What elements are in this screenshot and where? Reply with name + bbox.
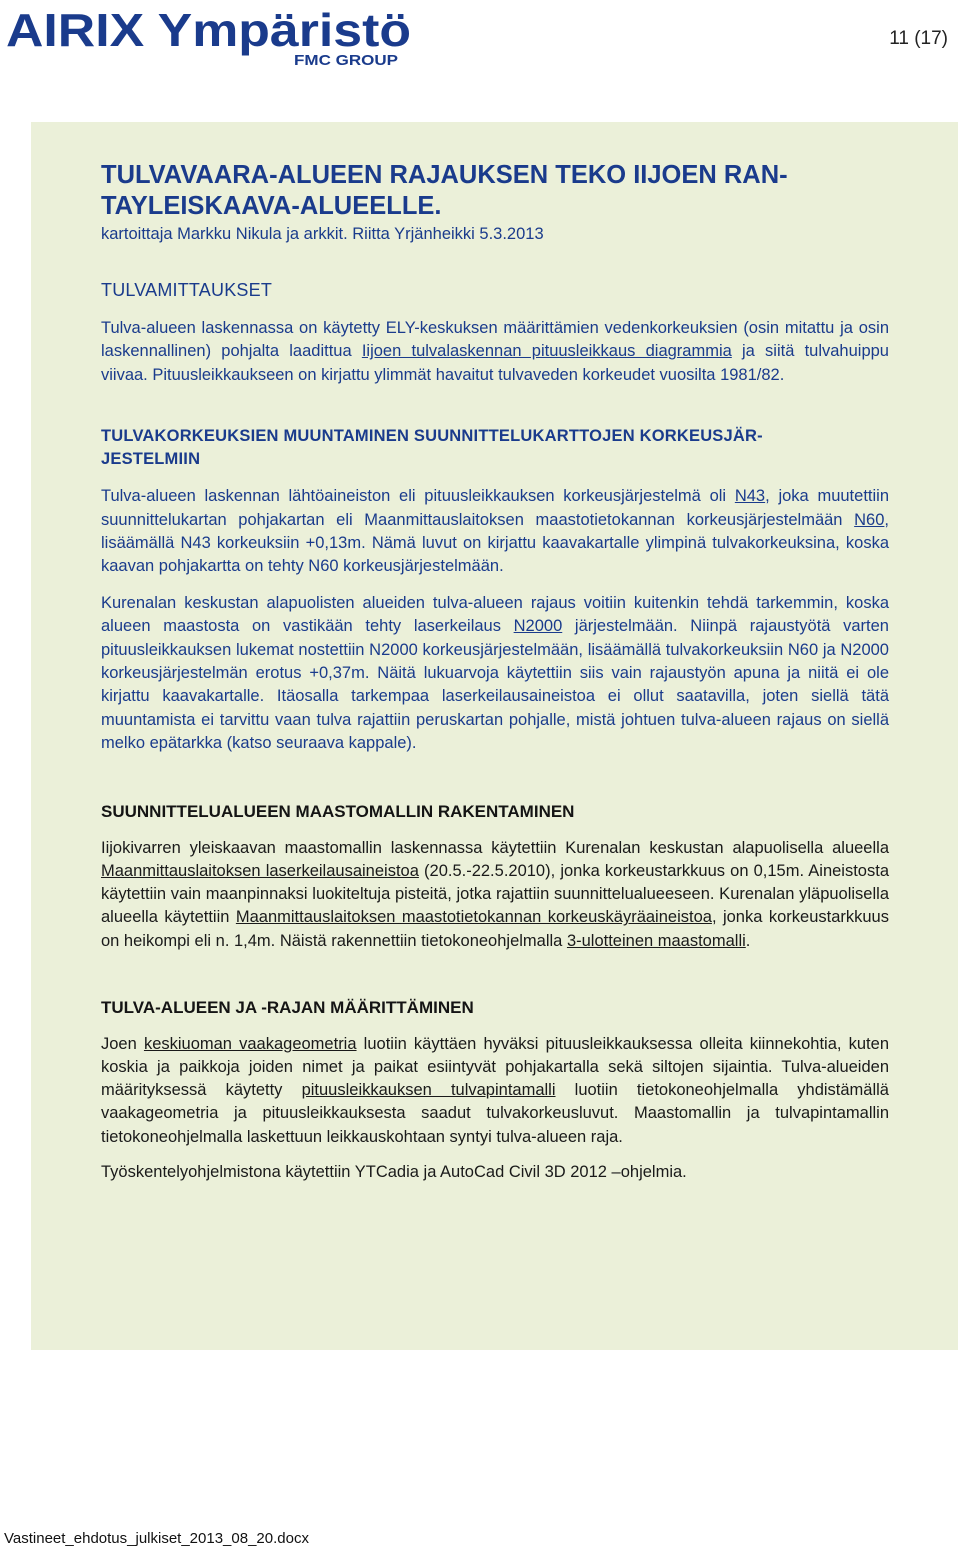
paragraph: Kurenalan keskustan alapuolisten alueiden tulva-alueen rajaus voitiin kuitenkin tehdä tarkemmin, koska alueen maastosta on vastikään tehty laserkeilaus N2000 järjestelmään. Niinpä rajaustyötä varten pituusleikkauksen lukemat nostettiin N2000 korkeusjärjestelmään, lisäämällä tulvakorkeuksiin N60 ja N2000 korkeusjärjestelmän erotus +0,37m. Näitä lukuarvoja käytettiin siis vain rajaustyön apuna ja niitä ei ole kirjattu kaavakartalle. Itäosalla tarkempaa laserkeilausaineistoa ei ollut saatavilla, joten siellä tätä muuntamista ei tarvittu vaan tulva rajattiin peruskartan pohjalle, mistä johtuen tulva-alueen rajaus on siellä melko epätarkka (katso seuraava kappale). [101,593,889,753]
title-block [101,160,889,246]
doc-title-line2: TAYLEISKAAVA-ALUEELLE. [101,192,442,220]
paragraph: Tulva-alueen laskennassa on käytetty ELY-keskuksen määrittämien vedenkorkeuksien (osin mitattu ja osin laskennallinen) pohjalta laadittua Iijoen tulvalaskennan pituusleikkaus diagrammia ja siitä tulvahuippu viivaa. Pituusleikkaukseen on kirjattu ylimmät havaitut tulvaveden korkeudet vuosilta 1981/82. [101,319,889,384]
page-number: 11 (17) [889,28,948,49]
footer-filename: Vastineet_ehdotus_julkiset_2013_08_20.docx [4,1530,309,1547]
section-heading: SUUNNITTELUALUEEN MAASTOMALLIN RAKENTAMINEN [101,801,575,821]
paragraph: Työskentelyohjelmistona käytettiin YTCadia ja AutoCad Civil 3D 2012 –ohjelmia. [101,1162,687,1181]
section-korkeusjarjestelmat [101,425,889,755]
paragraph: Joen keskiuoman vaakageometria luotiin käyttäen hyväksi pituusleikkauksessa olleita kiinnekohtia, kuten koskia ja paikkoja joiden nimet ja paikat esiintyvät pohjakartalla sekä siltojen sijaintia. Tulva-alueiden määrityksessä käytetty pituusleikkauksen tulvapintamalli luotiin tietokoneohjelmalla yhdistämällä vaakageometria ja pituusleikkauksesta saadut tulvakorkeusluvut. Maastomallin ja tulvapintamallin tietokoneohjelmalla laskettuun leikkauskohtaan syntyi tulva-alueen raja. [101,1034,889,1146]
section-maastomalli [101,801,889,953]
logo-main-text: AIRIX Ympäristö [6,4,411,56]
document-body [101,160,889,1184]
doc-subtitle: kartoittaja Markku Nikula ja arkkit. Riitta Yrjänheikki 5.3.2013 [101,225,544,243]
section-heading: TULVAKORKEUKSIEN MUUNTAMINEN SUUNNITTELUKARTTOJEN KORKEUSJÄR- JESTELMIIN [101,427,763,469]
section-tulvamittaukset [101,280,889,387]
paragraph: Tulva-alueen laskennan lähtöaineiston eli pituusleikkauksen korkeusjärjestelmä oli N43, joka muutettiin suunnittelukartan pohjakartan eli Maanmittauslaitoksen maastotietokannan korkeusjärjestelmään N60, lisäämällä N43 korkeuksiin +0,13m. Nämä luvut on kirjattu kaavakartalle ylimpinä tulvakorkeuksina, koska kaavan pohjakartta on tehty N60 korkeusjärjestelmään. [101,487,889,576]
section-tulva-alue [101,997,889,1184]
section-heading: TULVAMITTAUKSET [101,280,273,300]
airix-logo [4,2,424,68]
doc-title-line1: TULVAVAARA-ALUEEN RAJAUKSEN TEKO IIJOEN RAN- [101,161,788,189]
logo-sub-text: FMC GROUP [294,52,398,68]
diagram-link[interactable]: Iijoen tulvalaskennan pituusleikkaus diagrammia [361,342,732,361]
paragraph: Iijokivarren yleiskaavan maastomallin laskennassa käytettiin Kurenalan keskustan alapuolisella alueella Maanmittauslaitoksen laserkeilausaineistoa (20.5.-22.5.2010), jonka korkeustarkkuus on 0,15m. Aineistosta käytettiin vain maanpinnaksi luokiteltuja pisteitä, jotka rajattiin suunnittelualueeseen. Kurenalan yläpuolisella alueella käytettiin Maanmittauslaitoksen maastotietokannan korkeuskäyräaineistoa, jonka korkeustarkkuus on heikompi eli n. 1,4m. Näistä rakennettiin tietokoneohjelmalla 3-ulotteinen maastomalli. [101,838,889,950]
section-heading: TULVA-ALUEEN JA -RAJAN MÄÄRITTÄMINEN [101,997,474,1017]
